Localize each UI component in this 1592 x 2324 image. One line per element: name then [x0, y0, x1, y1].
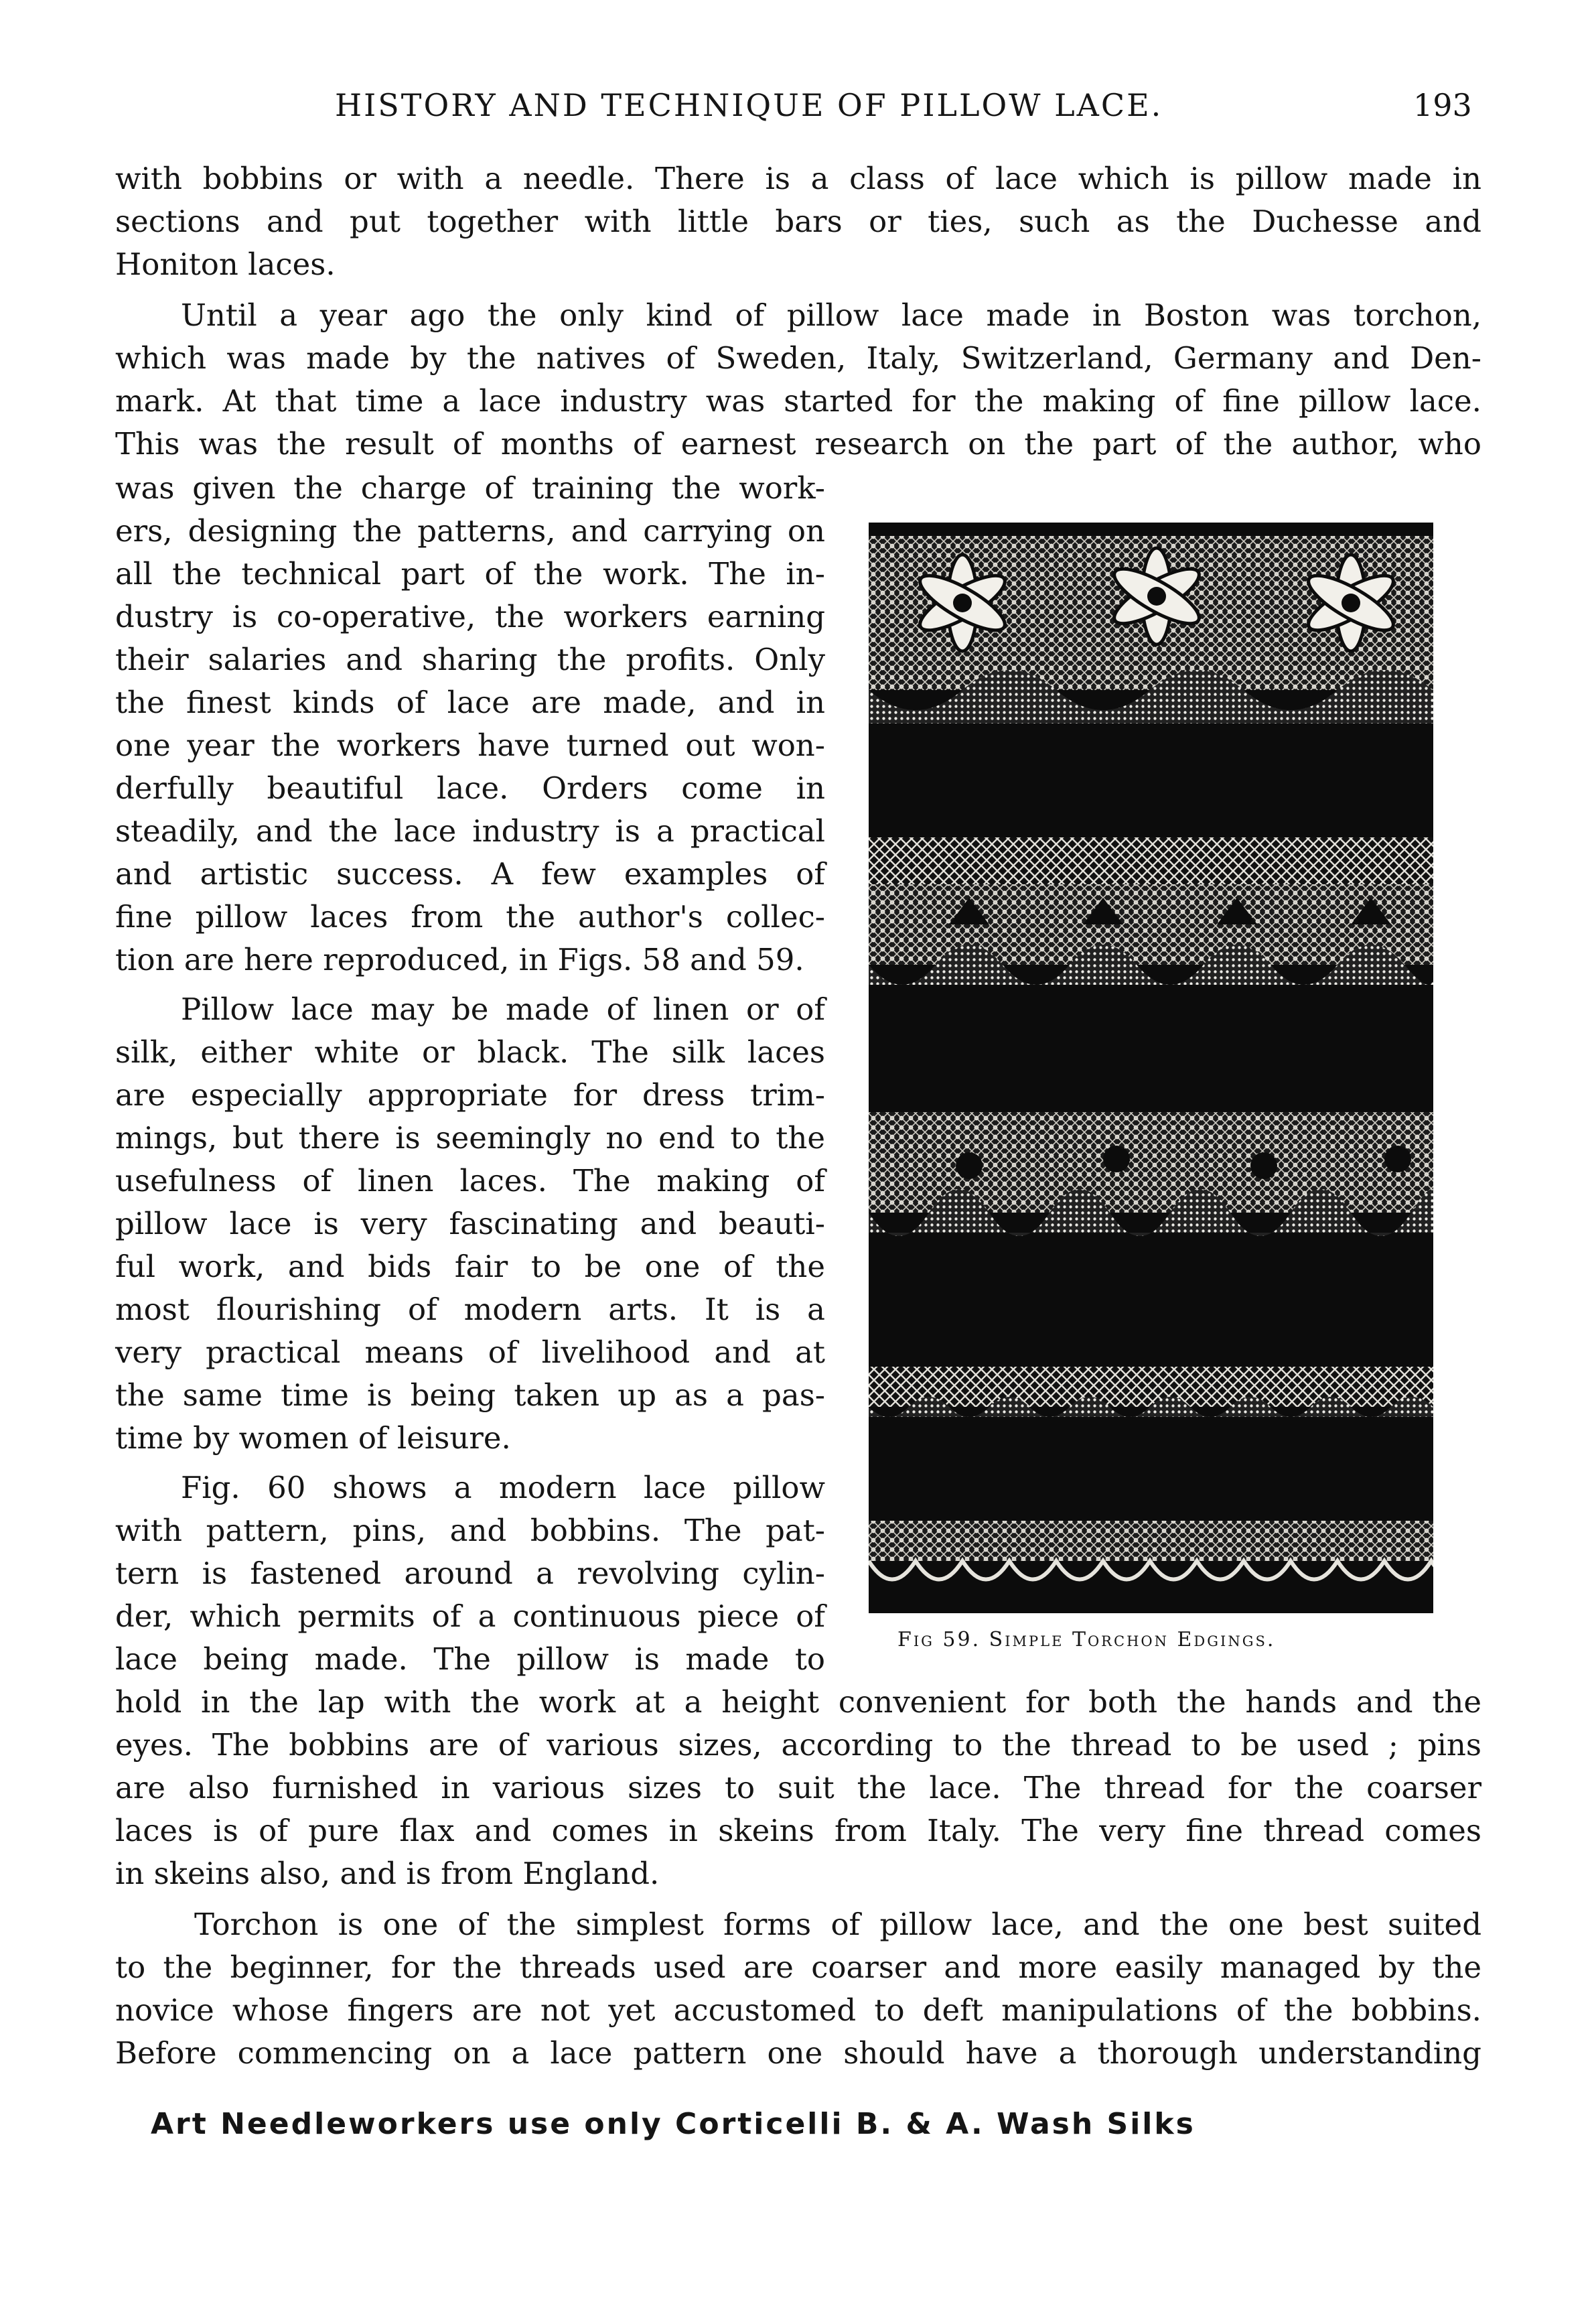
lace-band-3: [869, 1112, 1433, 1236]
advertisement-footer: Art Needleworkers use only Corticelli B. & A. Wash Silks: [151, 2107, 1196, 2141]
body-line: Before commencing on a lace pattern one should have a thorough understanding: [115, 2035, 1481, 2071]
body-line: dustry is co-operative, the workers earning: [115, 599, 825, 634]
body-line: pillow lace is very fascinating and beauti-: [115, 1206, 825, 1241]
figure-caption: Fig 59. Simple Torchon Edgings.: [897, 1628, 1276, 1651]
body-line: in skeins also, and is from England.: [115, 1856, 660, 1891]
body-line: derfully beautiful lace. Orders come in: [115, 770, 825, 806]
body-line: very practical means of livelihood and at: [115, 1335, 825, 1370]
body-line: one year the workers have turned out won-: [115, 728, 825, 763]
body-line: novice whose fingers are not yet accustomed to deft manipulations of the bobbins.: [115, 1992, 1481, 2028]
body-line: Pillow lace may be made of linen or of: [181, 992, 825, 1027]
body-line: was given the charge of training the work-: [115, 470, 825, 506]
body-line: eyes. The bobbins are of various sizes, according to the thread to be used ; pins: [115, 1727, 1481, 1763]
body-line: sections and put together with little bars or ties, such as the Duchesse and: [115, 204, 1481, 239]
lace-band-4: [869, 1367, 1433, 1417]
body-line: with bobbins or with a needle. There is a class of lace which is pillow made in: [115, 161, 1481, 196]
body-line: Torchon is one of the simplest forms of pillow lace, and the one best suited: [194, 1907, 1481, 1942]
body-line: laces is of pure flax and comes in skeins from Italy. The very fine thread comes: [115, 1813, 1481, 1848]
body-line: Fig. 60 shows a modern lace pillow: [181, 1470, 825, 1505]
body-line: the finest kinds of lace are made, and in: [115, 685, 825, 720]
body-line: This was the result of months of earnest research on the part of the author, who: [115, 426, 1481, 462]
body-line: most flourishing of modern arts. It is a: [115, 1292, 825, 1327]
lace-band-2: [869, 837, 1433, 985]
page-number: 193: [1413, 87, 1472, 123]
lace-band-5: [869, 1521, 1433, 1580]
body-line: fine pillow laces from the author's collec-: [115, 899, 825, 935]
body-line: ful work, and bids fair to be one of the: [115, 1249, 825, 1284]
body-line: steadily, and the lace industry is a practical: [115, 813, 825, 849]
body-line: mark. At that time a lace industry was started for the making of fine pillow lace.: [115, 383, 1481, 419]
body-line: der, which permits of a continuous piece of: [115, 1598, 825, 1634]
body-line: to the beginner, for the threads used are coarser and more easily managed by the: [115, 1950, 1481, 1985]
body-line: which was made by the natives of Sweden, Italy, Switzerland, Germany and Den-: [115, 340, 1481, 376]
body-line: with pattern, pins, and bobbins. The pat-: [115, 1513, 825, 1548]
body-line: usefulness of linen laces. The making of: [115, 1163, 825, 1199]
lace-edgings-figure: [869, 523, 1433, 1613]
body-line: mings, but there is seemingly no end to the: [115, 1120, 825, 1156]
lace-band-1: [869, 536, 1433, 724]
body-line: their salaries and sharing the profits. Only: [115, 642, 825, 677]
body-line: ers, designing the patterns, and carrying on: [115, 513, 825, 549]
body-line: lace being made. The pillow is made to: [115, 1641, 825, 1677]
body-line: and artistic success. A few examples of: [115, 856, 825, 892]
running-header: HISTORY AND TECHNIQUE OF PILLOW LACE.: [335, 87, 1163, 123]
body-line: all the technical part of the work. The in-: [115, 556, 825, 592]
body-line: Honiton laces.: [115, 247, 336, 282]
body-line: Until a year ago the only kind of pillow lace made in Boston was torchon,: [181, 297, 1481, 333]
body-line: tion are here reproduced, in Figs. 58 and 59.: [115, 942, 804, 977]
body-line: tern is fastened around a revolving cylin-: [115, 1556, 825, 1591]
body-line: the same time is being taken up as a pas-: [115, 1377, 825, 1413]
body-line: time by women of leisure.: [115, 1420, 511, 1456]
body-line: silk, either white or black. The silk laces: [115, 1034, 825, 1070]
body-line: are also furnished in various sizes to suit the lace. The thread for the coarser: [115, 1770, 1481, 1805]
body-line: hold in the lap with the work at a height convenient for both the hands and the: [115, 1684, 1481, 1720]
body-line: are especially appropriate for dress trim-: [115, 1077, 825, 1113]
